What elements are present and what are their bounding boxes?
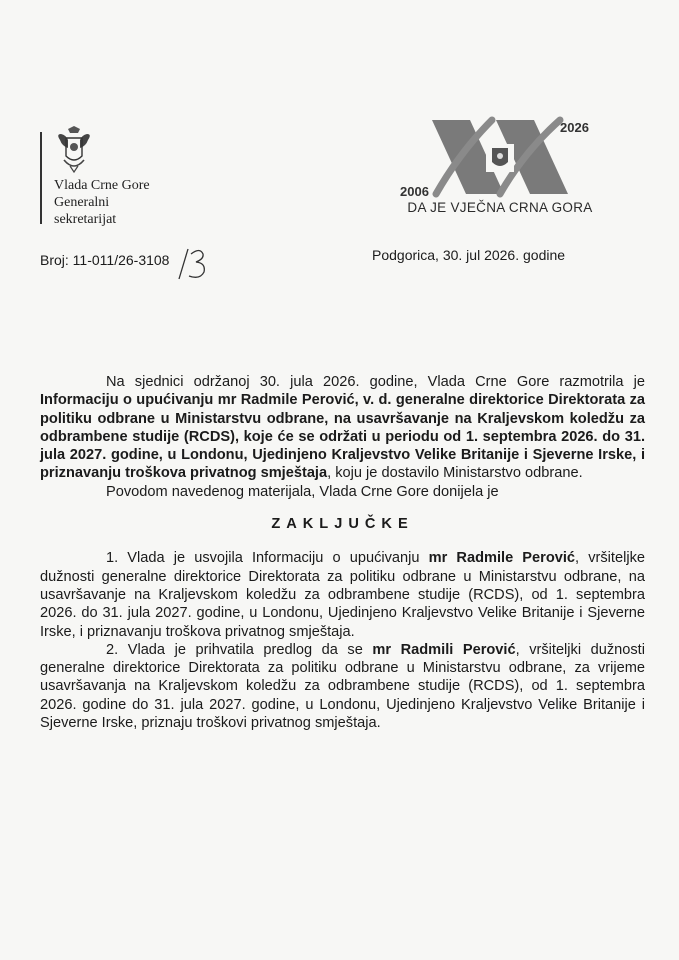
- handwritten-mark: [176, 245, 216, 281]
- intro-paragraph: [40, 373, 645, 483]
- conclusion-text: 1. Vlada je usvojila Informaciju o upućivanju: [106, 550, 429, 567]
- government-line: Generalni: [54, 195, 110, 210]
- reference-number: Broj: 11-011/26-3108: [40, 252, 170, 268]
- year-end: 2026: [560, 120, 589, 135]
- government-name: [54, 177, 214, 228]
- conclusion-item: [40, 549, 645, 640]
- conclusion-text-end: , vršiteljke dužnosti generalne direktorice Direktorata za politiku odbrane u Ministarstvu odbrane, na usavršavanje na Kraljevskom koledžu za odbrambene studije (RCDS), od 1. septembra 2026. do 31. jula 2027. godine, u Londonu, Ujedinjeno Kraljevstvo Velike Britanije i Sjeverne Irske, i priznavanju troškova privatnog smještaja.: [40, 550, 645, 640]
- conclusion-item: [40, 641, 645, 732]
- conclusion-text: 2. Vlada je prihvatila predlog da se: [106, 641, 373, 658]
- anniversary-slogan: DA JE VJEČNA CRNA GORA: [407, 200, 593, 215]
- conclusion-bold-name: mr Radmili Perović: [372, 641, 516, 658]
- place-date: Podgorica, 30. jul 2026. godine: [372, 247, 566, 263]
- adopted-line: Povodom navedenog materijala, Vlada Crne Gore donijela je: [106, 483, 499, 500]
- header-divider: [40, 132, 42, 224]
- government-line: Vlada Crne Gore: [54, 178, 150, 193]
- conclusions-heading: ZAKLJUČKE: [271, 516, 414, 533]
- intro-text: Na sjednici održanoj 30. jula 2026. godine, Vlada Crne Gore razmotrila je: [106, 374, 645, 390]
- conclusion-text-end: , vršiteljki dužnosti generalne direktorice Direktorata za politiku odbrane u Ministarstvu odbrane, za vrijeme usavršavanja na Kraljevskom koledžu za odbrambene studije (RCDS), od 1. septembra 2026. godine do 31. jula 2027. godine, u Londonu, Ujedinjeno Kraljevstvo Velike Britanije i Sjeverne Irske, priznaju troškovi privatnog smještaja.: [40, 641, 645, 732]
- intro-bold-text: Informaciju o upućivanju mr Radmile Perović, v. d. generalne direktorice Direktorata za politiku odbrane u Ministarstvu odbrane, na usavršavanje na Kraljevskom koledžu za odbrambene studije (RCDS), koje će se održati u periodu od 1. septembra 2026. do 31. jula 2027. godine, u Londonu, Ujedinjeno Kraljevstvo Velike Britanije i Sjeverne Irske, i priznavanju troškova privatnog smještaja: [40, 392, 645, 482]
- intro-text-end: , koju je dostavilo Ministarstvo odbrane.: [327, 465, 583, 482]
- year-start: 2006: [400, 184, 429, 199]
- coat-of-arms-icon: [52, 126, 96, 174]
- anniversary-logo: [400, 112, 600, 210]
- conclusion-bold-name: mr Radmile Perović: [428, 550, 576, 567]
- government-line: sekretarijat: [54, 212, 117, 227]
- document-body: [40, 373, 645, 732]
